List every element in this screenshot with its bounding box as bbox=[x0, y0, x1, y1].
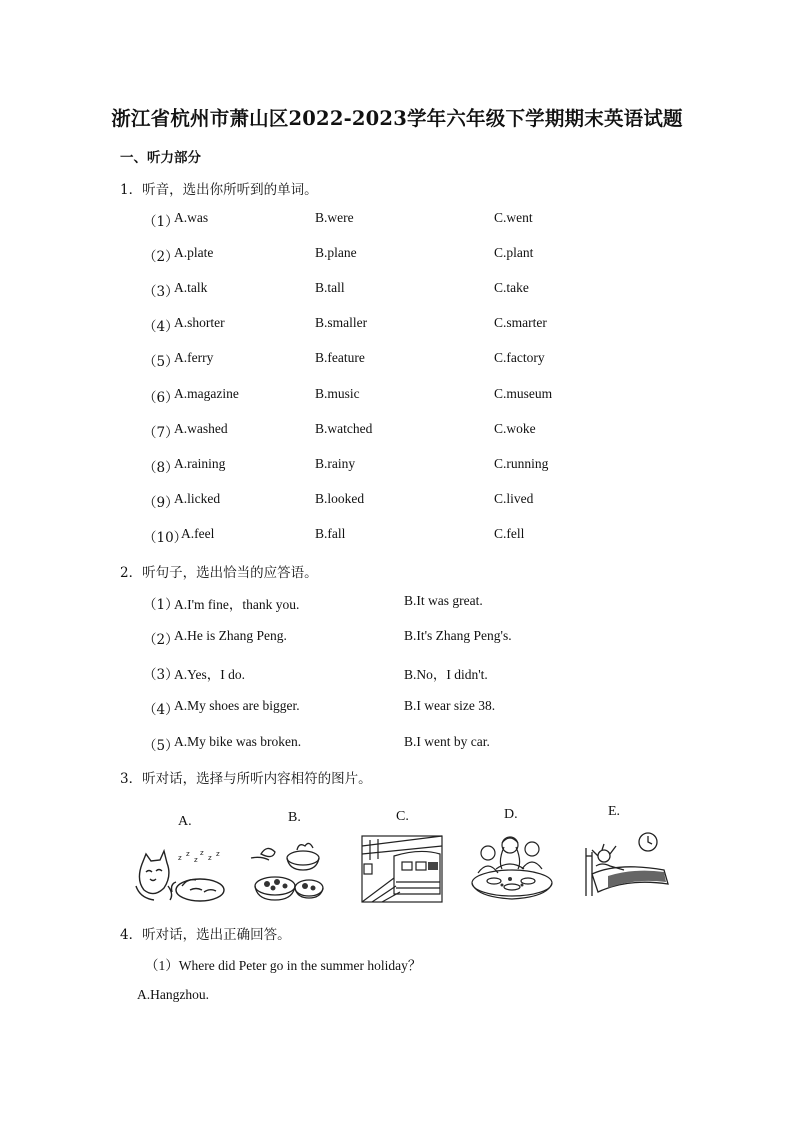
q1-item-8-option-c: C.running bbox=[494, 456, 549, 471]
q1-item-9-number: （9） bbox=[143, 495, 179, 511]
q1-item-2-option-a: A.plate bbox=[174, 245, 214, 260]
q1-item-8-option-b: B.rainy bbox=[315, 456, 356, 471]
picture-a-label: A. bbox=[178, 814, 192, 829]
q1-item-4-number: （4） bbox=[143, 319, 179, 335]
q1-item-2-option-b: B.plane bbox=[315, 245, 357, 260]
q1-item-8-option-a: A.raining bbox=[174, 456, 226, 471]
svg-text:z: z bbox=[208, 854, 212, 862]
q1-item-7-option-b: B.watched bbox=[315, 421, 373, 436]
q2-item-2-option-b: B.It's Zhang Peng's. bbox=[404, 628, 512, 643]
q1-item-5-option-c: C.factory bbox=[494, 350, 545, 365]
picture-e-label: E. bbox=[608, 804, 621, 819]
q1-item-3-option-b: B.tall bbox=[315, 280, 345, 295]
picture-c-label: C. bbox=[396, 809, 409, 824]
svg-text:z: z bbox=[186, 850, 190, 858]
q1-item-9-option-a: A.licked bbox=[174, 491, 221, 506]
q1-item-9-option-c: C.lived bbox=[494, 491, 534, 506]
svg-text:z: z bbox=[178, 854, 182, 862]
q1-item-1-option-c: C.went bbox=[494, 210, 533, 225]
q1-item-5-option-a: A.ferry bbox=[174, 350, 214, 365]
q2-item-5-option-a: A.My bike was broken. bbox=[174, 734, 302, 749]
q2-item-3-option-b: B.No，I didn't. bbox=[404, 667, 488, 682]
q2-item-5-option-b: B.I went by car. bbox=[404, 734, 490, 749]
svg-text:z: z bbox=[194, 856, 198, 864]
picture-d-label: D. bbox=[504, 807, 518, 822]
q4-sub-question-1: （1）Where did Peter go in the summer holiday？ bbox=[145, 958, 422, 973]
question-1-stem: 1．听音，选出你所听到的单词。 bbox=[120, 182, 318, 198]
q1-item-10-option-c: C.fell bbox=[494, 526, 525, 541]
q1-item-3-number: （3） bbox=[143, 284, 179, 300]
subway-train-picture bbox=[360, 834, 444, 904]
q1-item-6-option-c: C.museum bbox=[494, 386, 553, 401]
q1-item-10-number: （10） bbox=[143, 530, 188, 546]
q2-item-4-option-a: A.My shoes are bigger. bbox=[174, 698, 300, 713]
q1-item-1-option-a: A.was bbox=[174, 210, 209, 225]
q1-item-7-option-c: C.woke bbox=[494, 421, 536, 436]
q1-item-3-option-c: C.take bbox=[494, 280, 529, 295]
question-4-stem: 4．听对话，选出正确回答。 bbox=[120, 927, 291, 943]
q1-item-9-option-b: B.looked bbox=[315, 491, 365, 506]
svg-text:z: z bbox=[200, 849, 204, 857]
q1-item-4-option-c: C.smarter bbox=[494, 315, 547, 330]
question-2-stem: 2．听句子，选出恰当的应答语。 bbox=[120, 565, 318, 581]
q1-item-6-option-a: A.magazine bbox=[174, 386, 239, 401]
q1-item-4-option-b: B.smaller bbox=[315, 315, 368, 330]
sleeping-cats-picture bbox=[134, 846, 230, 904]
q1-item-2-number: （2） bbox=[143, 249, 179, 265]
q2-item-4-option-b: B.I wear size 38. bbox=[404, 698, 496, 713]
q1-item-4-option-a: A.shorter bbox=[174, 315, 225, 330]
svg-text:z: z bbox=[216, 850, 220, 858]
q4-sub-question-1-option-a: A.Hangzhou. bbox=[137, 987, 209, 1002]
question-3-stem: 3．听对话，选择与所听内容相符的图片。 bbox=[120, 771, 372, 787]
q1-item-7-option-a: A.washed bbox=[174, 421, 228, 436]
section-heading-listening: 一、听力部分 bbox=[120, 150, 201, 166]
q1-item-1-option-b: B.were bbox=[315, 210, 354, 225]
q2-item-1-option-a: A.I'm fine，thank you. bbox=[174, 597, 300, 612]
q2-item-1-option-b: B.It was great. bbox=[404, 593, 483, 608]
q1-item-6-number: （6） bbox=[143, 390, 179, 406]
waking-up-picture bbox=[578, 826, 670, 898]
family-dinner-picture bbox=[466, 833, 558, 903]
q2-item-1-number: （1） bbox=[143, 597, 179, 613]
q1-item-6-option-b: B.music bbox=[315, 386, 360, 401]
food-bowls-picture bbox=[247, 840, 331, 904]
q2-item-4-number: （4） bbox=[143, 702, 179, 718]
q2-item-3-number: （3） bbox=[143, 667, 179, 683]
q1-item-7-number: （7） bbox=[143, 425, 179, 441]
q1-item-2-option-c: C.plant bbox=[494, 245, 534, 260]
q1-item-10-option-b: B.fall bbox=[315, 526, 346, 541]
q2-item-2-option-a: A.He is Zhang Peng. bbox=[174, 628, 287, 643]
page-title: 浙江省杭州市萧山区2022-2023学年六年级下学期期末英语试题 bbox=[111, 107, 683, 130]
q1-item-5-number: （5） bbox=[143, 354, 179, 370]
q1-item-5-option-b: B.feature bbox=[315, 350, 365, 365]
q1-item-8-number: （8） bbox=[143, 460, 179, 476]
q1-item-10-option-a: A.feel bbox=[181, 526, 215, 541]
q1-item-3-option-a: A.talk bbox=[174, 280, 208, 295]
q1-item-1-number: （1） bbox=[143, 214, 179, 230]
picture-b-label: B. bbox=[288, 810, 301, 825]
q2-item-3-option-a: A.Yes，I do. bbox=[174, 667, 246, 682]
q2-item-5-number: （5） bbox=[143, 738, 179, 754]
q2-item-2-number: （2） bbox=[143, 632, 179, 648]
